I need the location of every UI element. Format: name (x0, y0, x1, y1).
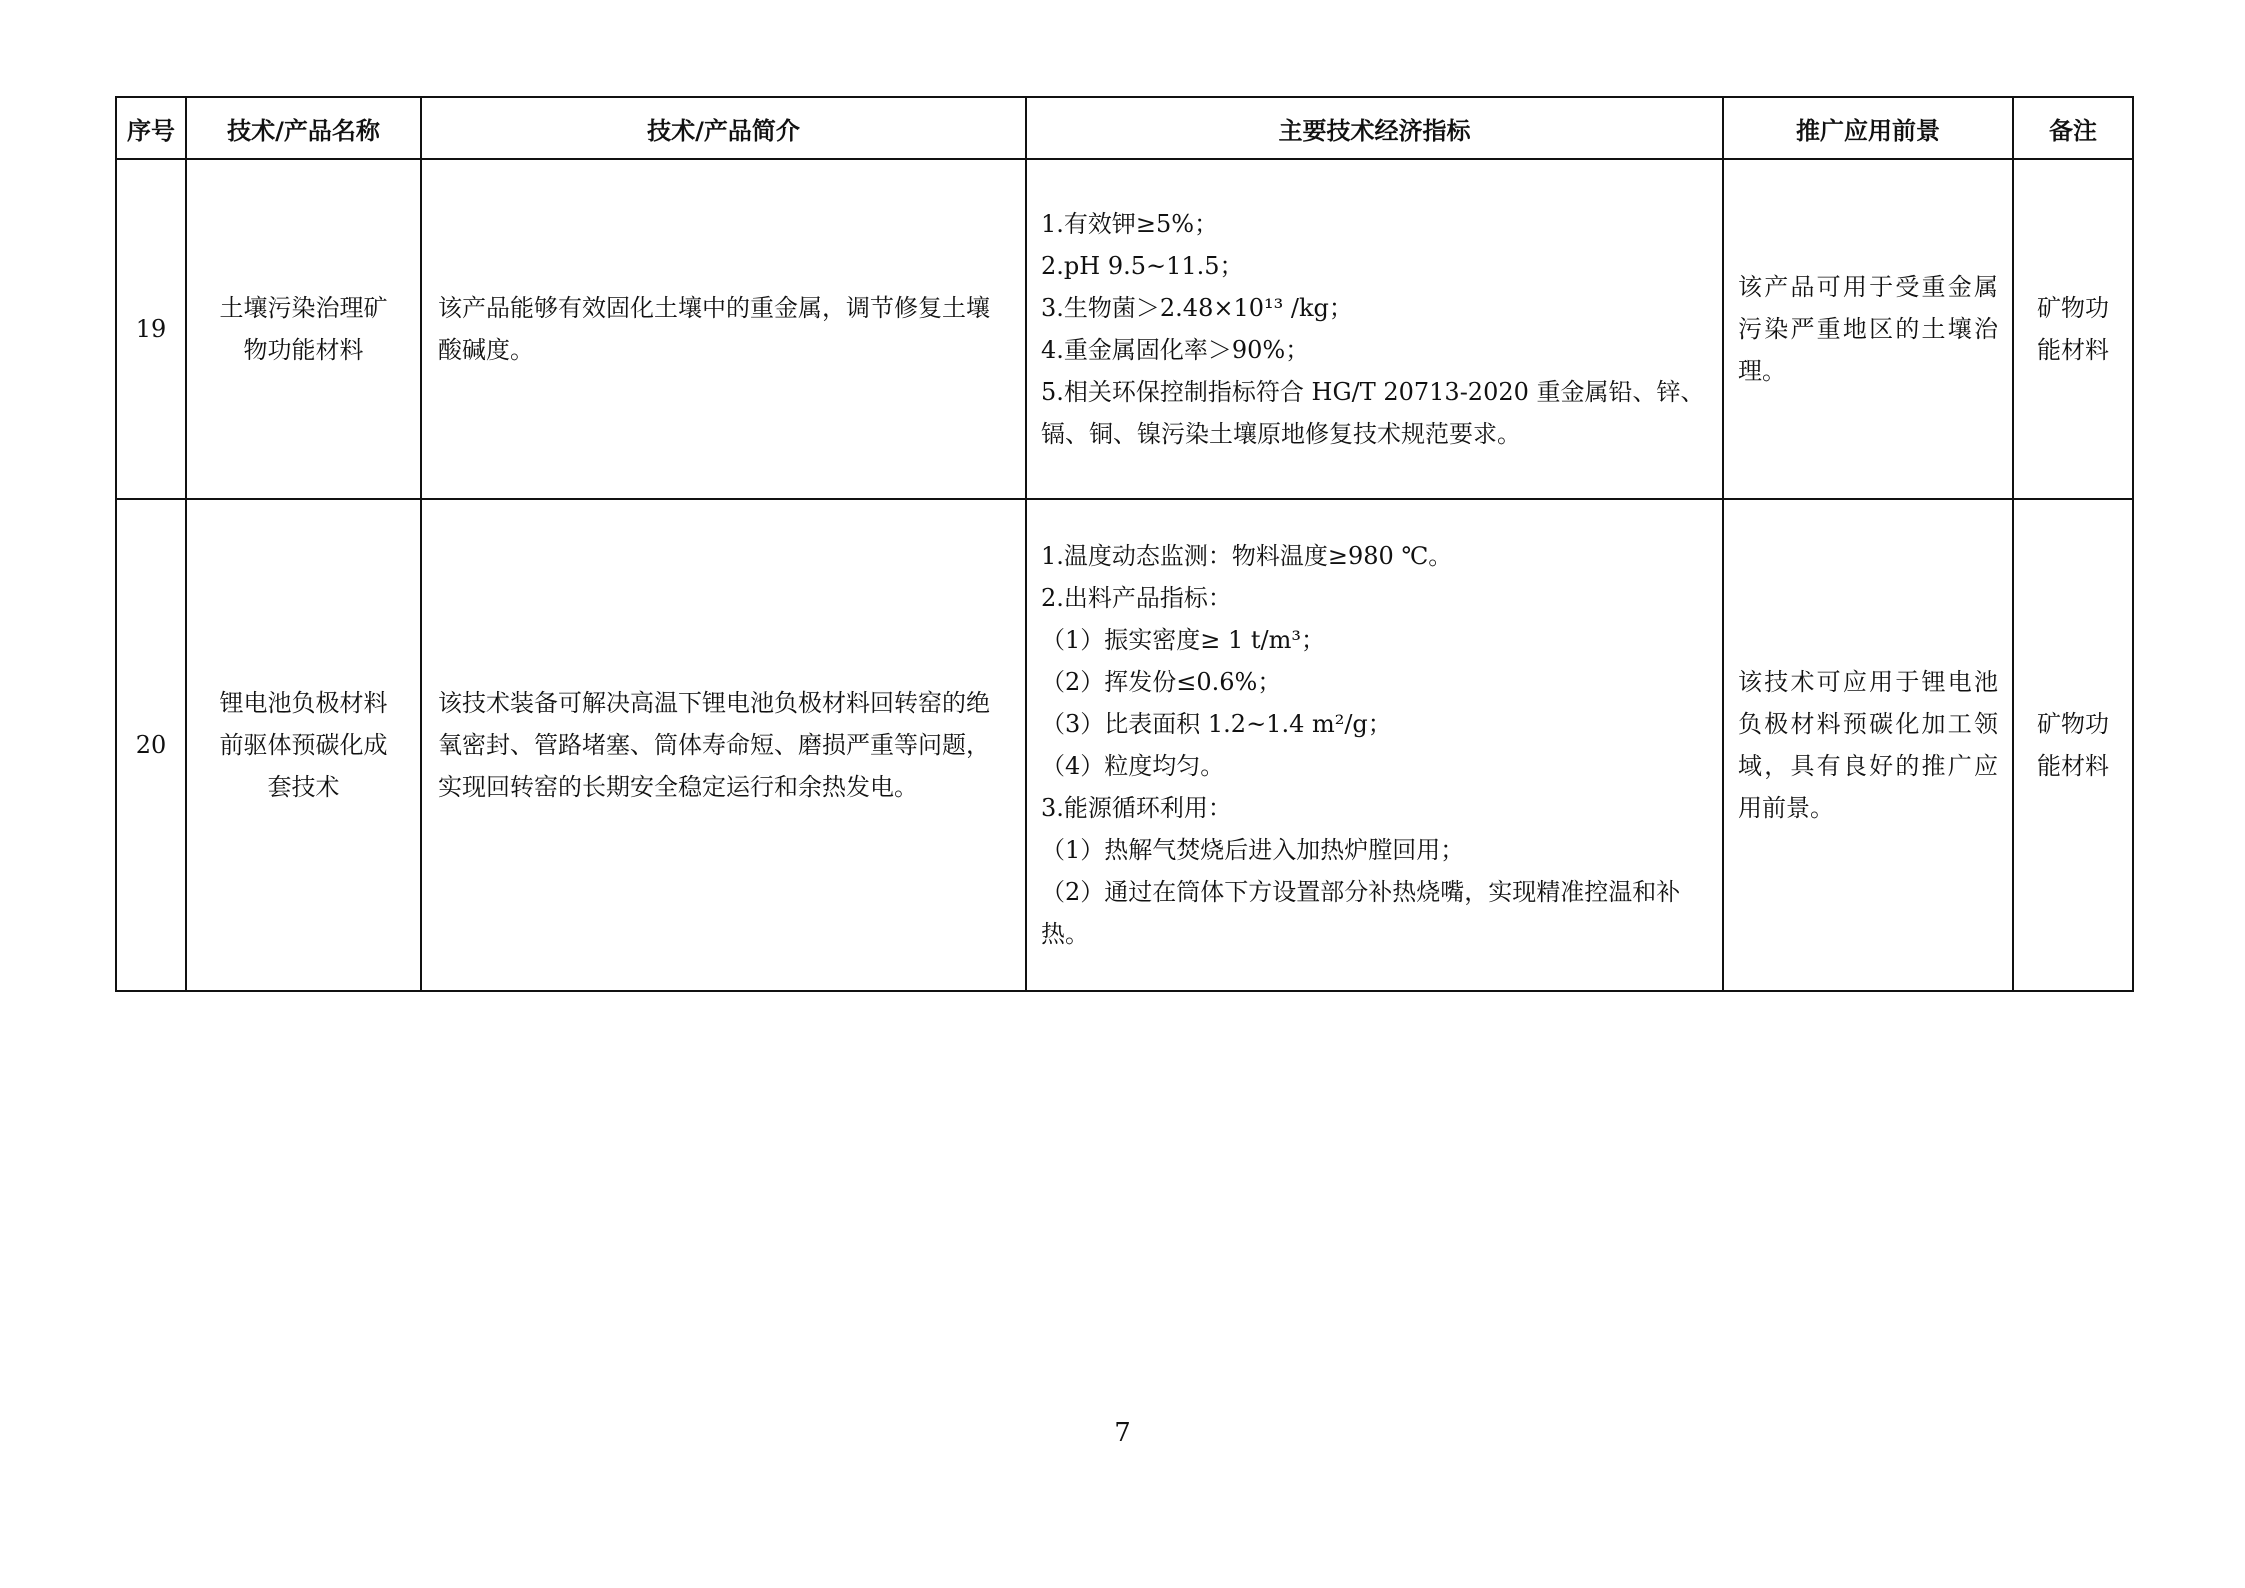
header-no: 序号 (116, 97, 186, 159)
metrics-cell (1026, 499, 1723, 991)
row-number: 20 (116, 499, 186, 991)
metric-line: 1.有效钾≥5%； (1041, 210, 1219, 238)
product-intro: 该技术装备可解决高温下锂电池负极材料回转窑的绝氧密封、管路堵塞、筒体寿命短、磨损严重等问题，实现回转窑的长期安全稳定运行和余热发电。 (421, 499, 1026, 991)
metric-line: （2）挥发份≤0.6%； (1041, 668, 1282, 696)
header-row (116, 97, 2133, 159)
remark: 矿物功能材料 (2013, 159, 2133, 499)
metric-line: （1）振实密度≥ 1 t/m³； (1041, 626, 1326, 654)
row-number: 19 (116, 159, 186, 499)
application-prospect: 该技术可应用于锂电池负极材料预碳化加工领域，具有良好的推广应用前景。 (1723, 499, 2013, 991)
metric-line: （4）粒度均匀。 (1041, 752, 1225, 780)
metric-line: （2）通过在筒体下方设置部分补热烧嘴，实现精准控温和补热。 (1041, 878, 1681, 948)
product-name: 锂电池负极材料前驱体预碳化成套技术 (186, 499, 421, 991)
header-metrics: 主要技术经济指标 (1026, 97, 1723, 159)
table-row (116, 159, 2133, 499)
table-header (116, 97, 2133, 159)
metric-line: 3.生物菌＞2.48×10¹³ /kg； (1041, 294, 1353, 322)
metric-line: 2.出料产品指标： (1041, 584, 1232, 612)
technology-catalog-table (115, 96, 2134, 992)
application-prospect: 该产品可用于受重金属污染严重地区的土壤治理。 (1723, 159, 2013, 499)
metric-line: 3.能源循环利用： (1041, 794, 1232, 822)
metrics-cell (1026, 159, 1723, 499)
table-row (116, 499, 2133, 991)
metric-line: 2.pH 9.5~11.5； (1041, 252, 1244, 280)
metric-line: 1.温度动态监测：物料温度≥980 ℃。 (1041, 542, 1453, 570)
metric-line: 5.相关环保控制指标符合 HG/T 20713-2020 重金属铅、锌、镉、铜、镍污染土壤原地修复技术规范要求。 (1041, 378, 1705, 448)
header-prospect: 推广应用前景 (1723, 97, 2013, 159)
metric-line: 4.重金属固化率＞90%； (1041, 336, 1310, 364)
metric-line: （1）热解气焚烧后进入加热炉膛回用； (1041, 836, 1465, 864)
header-note: 备注 (2013, 97, 2133, 159)
product-intro: 该产品能够有效固化土壤中的重金属，调节修复土壤酸碱度。 (421, 159, 1026, 499)
product-name: 土壤污染治理矿物功能材料 (186, 159, 421, 499)
header-name: 技术/产品名称 (186, 97, 421, 159)
metric-line: （3）比表面积 1.2~1.4 m²/g； (1041, 710, 1392, 738)
page-number: 7 (1114, 1418, 1131, 1448)
remark: 矿物功能材料 (2013, 499, 2133, 991)
header-intro: 技术/产品简介 (421, 97, 1026, 159)
